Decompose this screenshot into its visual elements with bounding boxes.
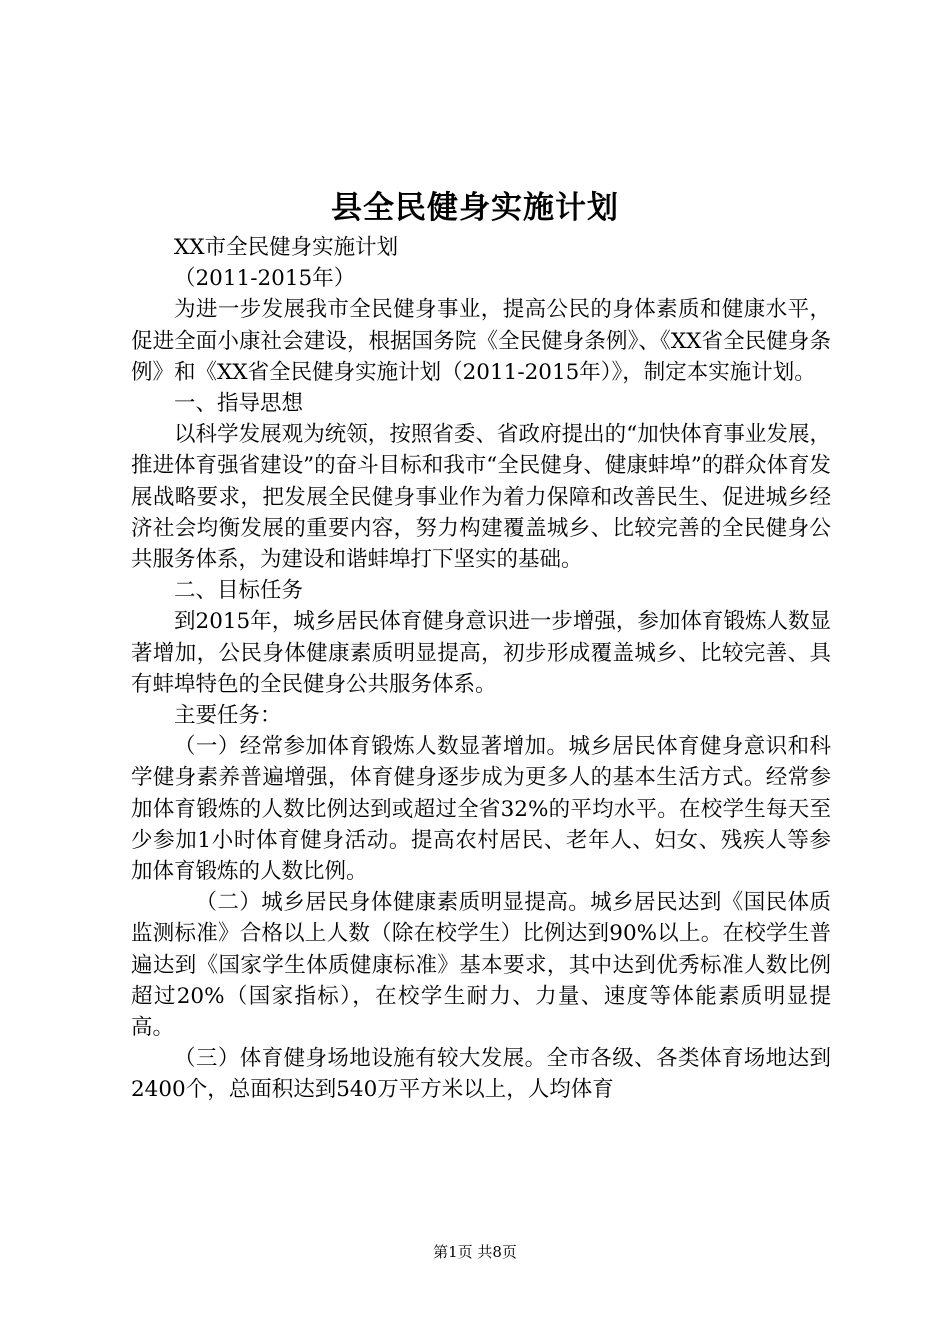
main-tasks-label: 主要任务： (174, 703, 282, 729)
subtitle-line: XX市全民健身实施计划 (174, 235, 399, 260)
paragraph-task-3: （三）体育健身场地设施有较大发展。全市各级、各类体育场地达到2400个，总面积达到540万平方米以上，人均体育 (131, 1046, 831, 1103)
subtitle-years: （2011-2015年） (174, 266, 356, 292)
section-heading-guiding-ideology: 一、指导思想 (174, 391, 304, 417)
paragraph-intro: 为进一步发展我市全民健身事业，提高公民的身体素质和健康水平，促进全面小康社会建设，根据国务院《全民健身条例》、《XX省全民健身条例》和《XX省全民健身实施计划（2011-2015年）》，制定本实施计划。 (131, 297, 831, 385)
section-heading-goals: 二、目标任务 (174, 578, 304, 604)
paragraph-task-2: （二）城乡居民身体健康素质明显提高。城乡居民达到《国民体质监测标准》合格以上人数（除在校学生）比例达到90%以上。在校学生普遍达到《国家学生体质健康标准》基本要求，其中达到优秀标准人数比例超过20%（国家指标），在校学生耐力、力量、速度等体能素质明显提高。 (131, 890, 831, 1041)
paragraph-guiding-ideology: 以科学发展观为统领，按照省委、省政府提出的“加快体育事业发展，推进体育强省建设”的奋斗目标和我市“全民健身、健康蚌埠”的群众体育发展战略要求，把发展全民健身事业作为着力保障和改善民生、促进城乡经济社会均衡发展的重要内容，努力构建覆盖城乡、比较完善的全民健身公共服务体系，为建设和谐蚌埠打下坚实的基础。 (131, 422, 831, 573)
paragraph-goals: 到2015年，城乡居民体育健身意识进一步增强，参加体育锻炼人数显著增加，公民身体健康素质明显提高，初步形成覆盖城乡、比较完善、具有蚌埠特色的全民健身公共服务体系。 (131, 609, 831, 697)
paragraph-task-1: （一）经常参加体育锻炼人数显著增加。城乡居民体育健身意识和科学健身素养普遍增强，体育健身逐步成为更多人的基本生活方式。经常参加体育锻炼的人数比例达到或超过全省32%的平均水平。在校学生每天至少参加1小时体育健身活动。提高农村居民、老年人、妇女、残疾人等参加体育锻炼的人数比例。 (131, 734, 831, 885)
page-number-footer: 第1页 共8页 (433, 1243, 517, 1261)
document-title: 县全民健身实施计划 (331, 190, 619, 226)
document-body (131, 232, 831, 1106)
